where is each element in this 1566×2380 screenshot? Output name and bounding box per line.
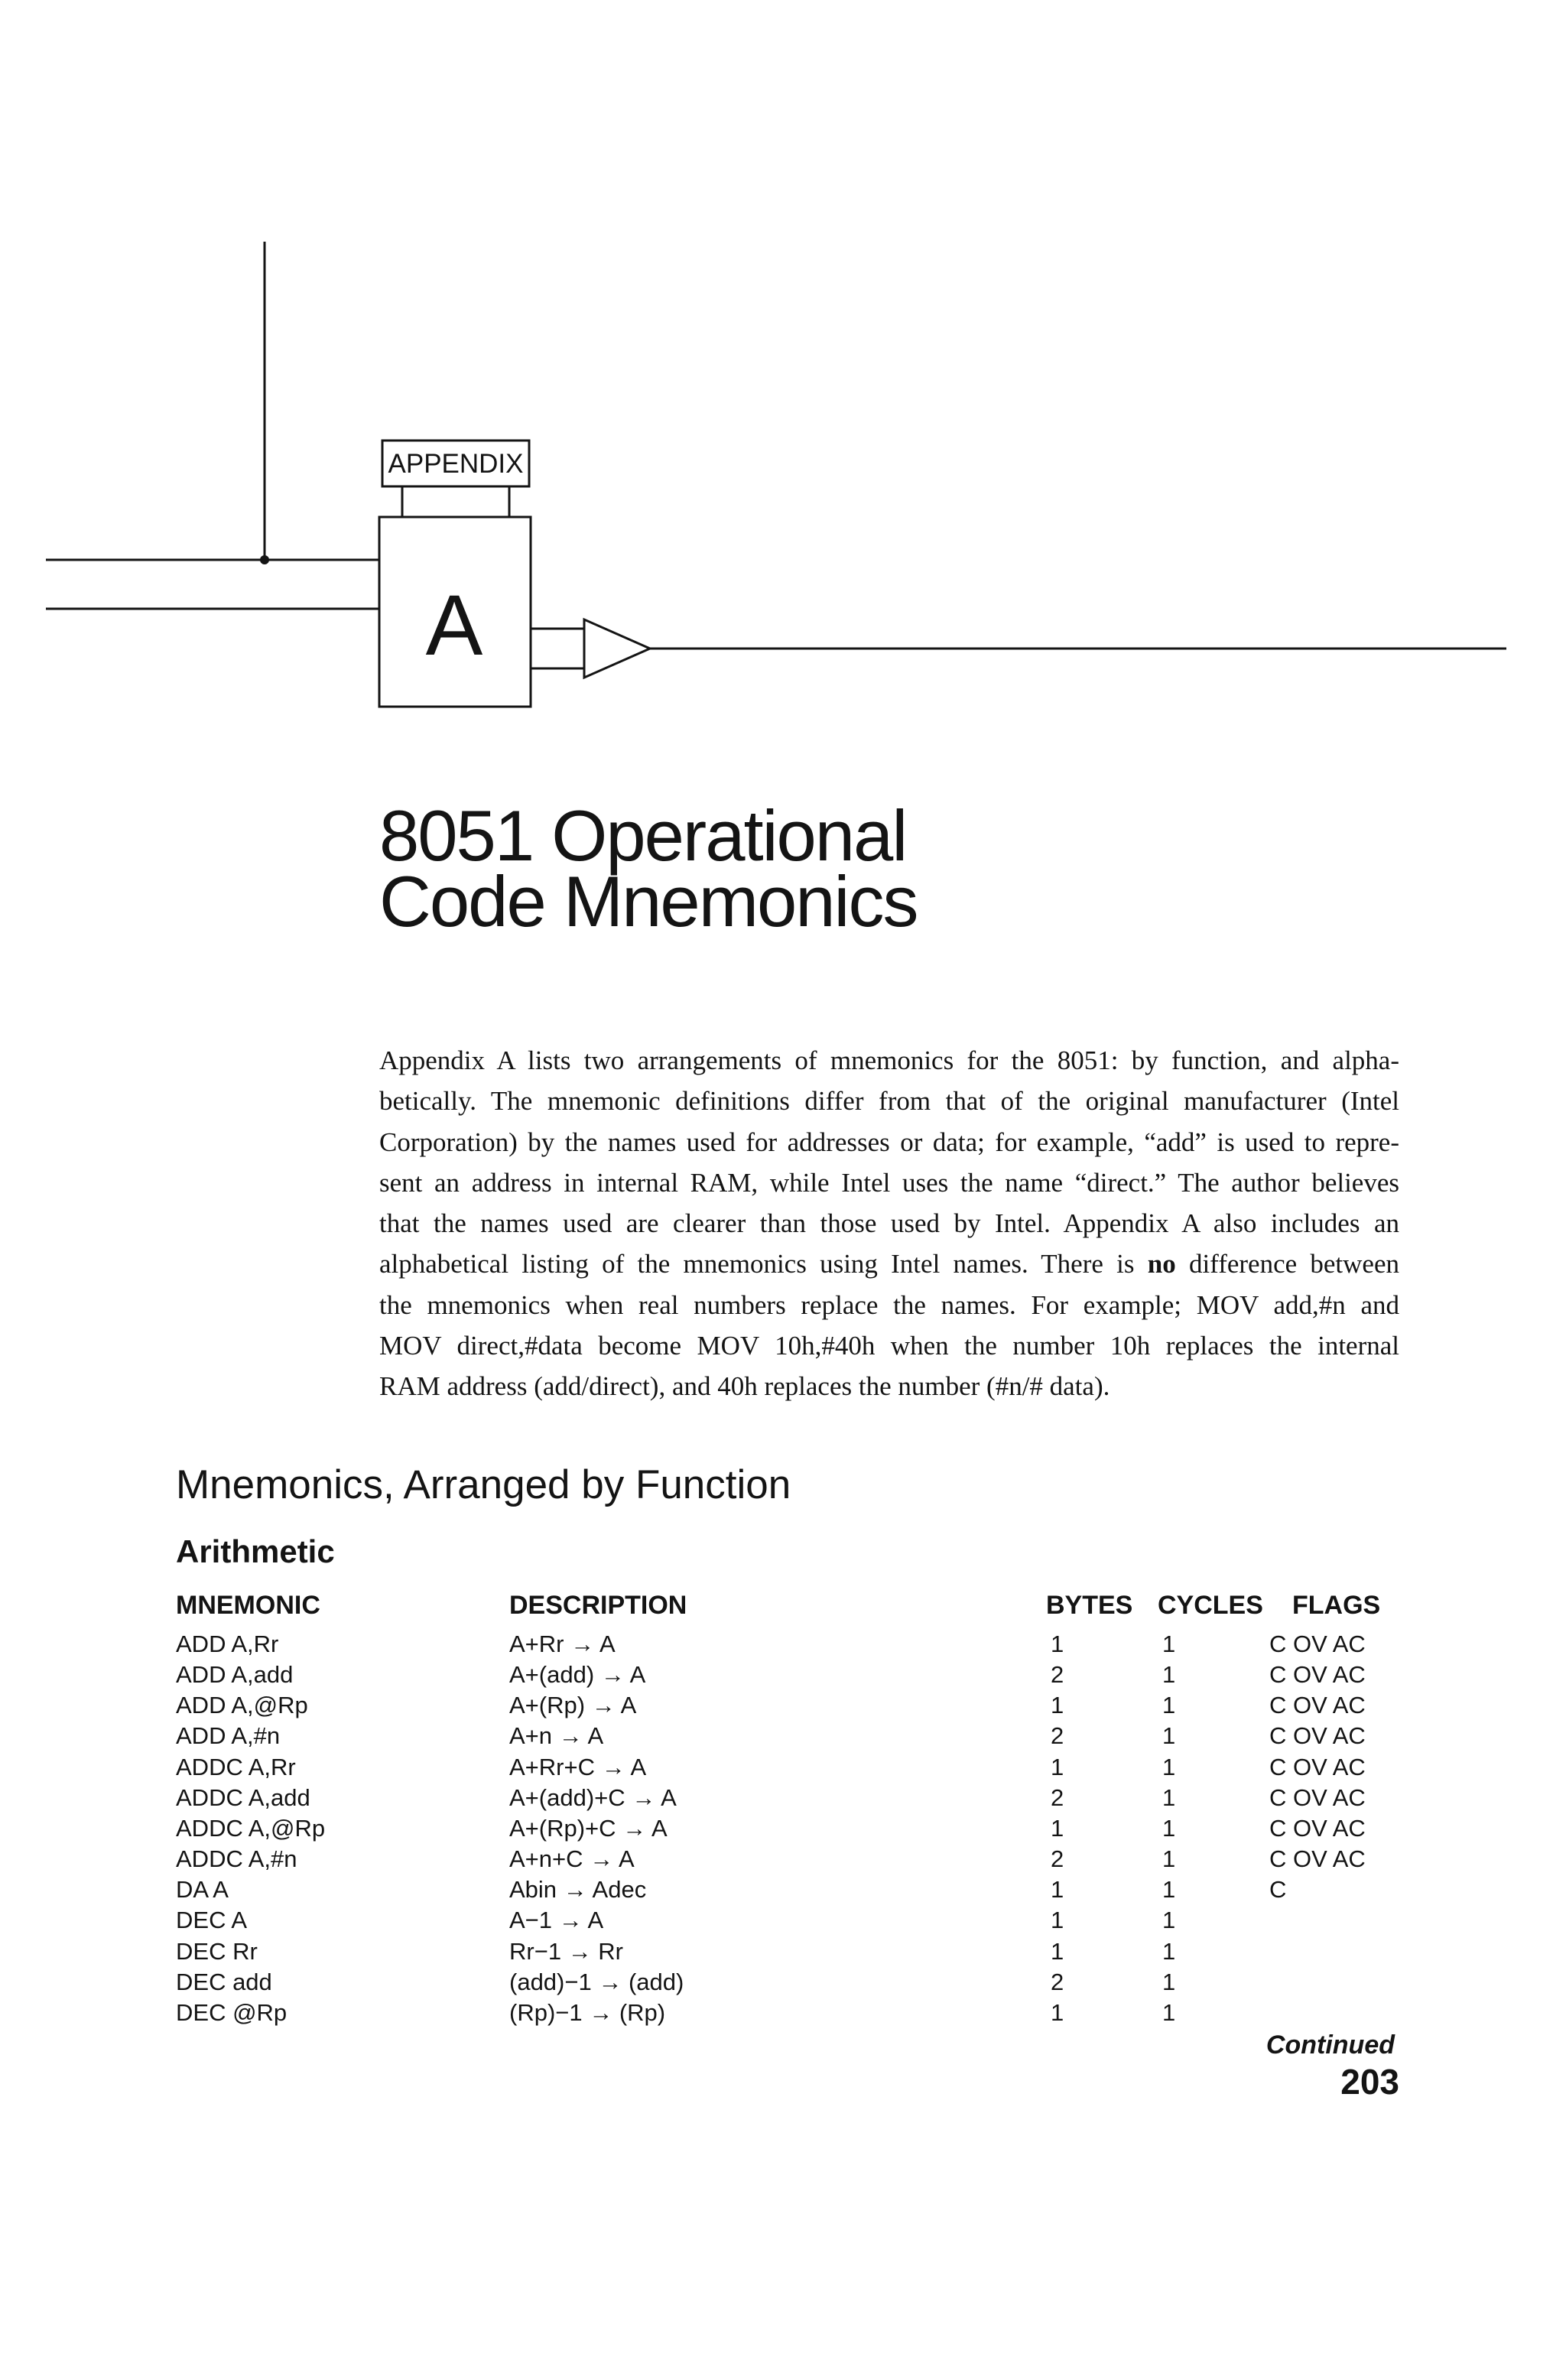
cycles-cell: 1 [1162,1937,1176,1965]
flags-cell: C OV AC [1269,1722,1366,1750]
mnemonic-cell: ADDC A,@Rp [176,1814,326,1842]
description-cell: Rr−1 → Rr [509,1937,623,1965]
table-row [0,1936,1566,1967]
cycles-cell: 1 [1162,1631,1176,1657]
flags-cell: C [1269,1876,1287,1904]
bytes-cell: 1 [1051,1937,1064,1965]
flags-cell: C OV AC [1269,1692,1366,1719]
table-row [0,1783,1566,1813]
flags-cell: C OV AC [1269,1814,1366,1842]
subsection-heading: Arithmetic [176,1533,335,1569]
table-row [0,1721,1566,1751]
cycles-cell: 1 [1162,1783,1176,1811]
intro-line: betically. The mnemonic definitions differ from that of the original manufacturer (Intel [379,1086,1399,1117]
bytes-cell: 2 [1051,1722,1064,1750]
appendix-diagram [0,0,1566,734]
bytes-cell: 1 [1051,1907,1064,1934]
description-cell: A+Rr+C → A [509,1753,647,1780]
intro-line: Appendix A lists two arrangements of mnemonics for the 8051: by function, and alpha- [379,1045,1399,1075]
column-header-cycles: CYCLES [1158,1591,1263,1620]
intro-line: sent an address in internal RAM, while Intel uses the name “direct.” The author believes [379,1167,1399,1198]
output-triangle-icon [584,619,650,678]
chapter-title [379,795,918,941]
page-number: 203 [1340,2062,1399,2102]
mnemonic-cell: ADDC A,#n [176,1845,297,1873]
mnemonic-cell: ADDC A,add [176,1783,310,1811]
description-cell: A−1 → A [509,1907,604,1934]
flags-cell: C OV AC [1269,1631,1366,1657]
mnemonic-cell: ADD A,Rr [176,1631,279,1657]
mnemonic-cell: ADD A,@Rp [176,1692,308,1719]
mnemonic-cell: ADD A,#n [176,1722,281,1750]
cycles-cell: 1 [1162,1722,1176,1750]
intro-paragraph [379,1040,1399,1406]
intro-line: MOV direct,#data become MOV 10h,#40h when the number 10h replaces the internal [379,1330,1399,1361]
bytes-cell: 1 [1051,1753,1064,1780]
table-row [0,1844,1566,1874]
description-cell: A+n → A [509,1722,604,1750]
table-row [0,1998,1566,2028]
table-row [0,1813,1566,1844]
bytes-cell: 1 [1051,1631,1064,1657]
bytes-cell: 2 [1051,1968,1064,1995]
column-header-bytes: BYTES [1046,1591,1133,1620]
cycles-cell: 1 [1162,1753,1176,1780]
description-cell: A+(add)+C → A [509,1783,677,1811]
intro-text: difference between [1175,1249,1400,1279]
cycles-cell: 1 [1162,1876,1176,1904]
junction-dot [260,555,269,564]
table-row [0,1660,1566,1690]
table-row [0,1752,1566,1783]
intro-line: that the names used are clearer than those used by Intel. Appendix A also includes an [379,1208,1399,1238]
bytes-cell: 2 [1051,1661,1064,1689]
intro-line [379,1244,1399,1284]
bytes-cell: 2 [1051,1783,1064,1811]
table-row [0,1629,1566,1660]
cycles-cell: 1 [1162,1692,1176,1719]
description-cell: A+(Rp) → A [509,1692,637,1719]
bytes-cell: 1 [1051,1814,1064,1842]
description-cell: (Rp)−1 → (Rp) [509,1998,666,2026]
mnemonic-cell: DEC Rr [176,1937,258,1965]
output-bracket [531,629,584,668]
column-header-mnemonic: MNEMONIC [176,1591,320,1620]
description-cell: A+n+C → A [509,1845,635,1873]
appendix-label: APPENDIX [388,449,524,479]
mnemonic-cell: DEC @Rp [176,1998,288,2026]
mnemonic-cell: ADDC A,Rr [176,1753,296,1780]
flags-cell: C OV AC [1269,1753,1366,1780]
table-header [0,1590,1566,1621]
mnemonic-cell: DA A [176,1876,229,1904]
description-cell: Abin → Adec [509,1876,647,1904]
mnemonic-table [0,1629,1566,2028]
bytes-cell: 1 [1051,1998,1064,2026]
table-row [0,1874,1566,1905]
cycles-cell: 1 [1162,1845,1176,1873]
flags-cell: C OV AC [1269,1783,1366,1811]
mnemonic-cell: DEC add [176,1968,272,1995]
table-row [0,1905,1566,1936]
intro-text: alphabetical listing of the mnemonics using Intel names. There is [379,1249,1148,1279]
description-cell: (add)−1 → (add) [509,1968,684,1995]
cycles-cell: 1 [1162,1661,1176,1689]
mnemonic-cell: DEC A [176,1907,248,1934]
intro-line: the mnemonics when real numbers replace the names. For example; MOV add,#n and [379,1289,1399,1320]
flags-cell: C OV AC [1269,1845,1366,1873]
cycles-cell: 1 [1162,1814,1176,1842]
bytes-cell: 2 [1051,1845,1064,1873]
chapter-title-line-2: Code Mnemonics [379,861,918,941]
section-heading: Mnemonics, Arranged by Function [176,1462,791,1507]
continued-label: Continued [1265,2030,1395,2060]
chapter-title-line-1: 8051 Operational [379,795,907,876]
table-row [0,1967,1566,1998]
bytes-cell: 1 [1051,1692,1064,1719]
description-cell: A+(Rp)+C → A [509,1814,668,1842]
flags-cell: C OV AC [1269,1661,1366,1689]
cycles-cell: 1 [1162,1968,1176,1995]
cycles-cell: 1 [1162,1998,1176,2026]
table-row [0,1690,1566,1721]
description-cell: A+(add) → A [509,1661,646,1689]
intro-emphasis: no [1147,1249,1176,1279]
bytes-cell: 1 [1051,1876,1064,1904]
appendix-letter: A [425,577,483,673]
column-header-description: DESCRIPTION [509,1591,687,1620]
description-cell: A+Rr → A [509,1631,616,1657]
column-header-flags: FLAGS [1292,1591,1381,1620]
intro-line: RAM address (add/direct), and 40h replaces the number (#n/# data). [379,1371,1110,1401]
cycles-cell: 1 [1162,1907,1176,1934]
intro-line: Corporation) by the names used for addresses or data; for example, “add” is used to repre- [379,1127,1399,1157]
mnemonic-cell: ADD A,add [176,1661,294,1689]
